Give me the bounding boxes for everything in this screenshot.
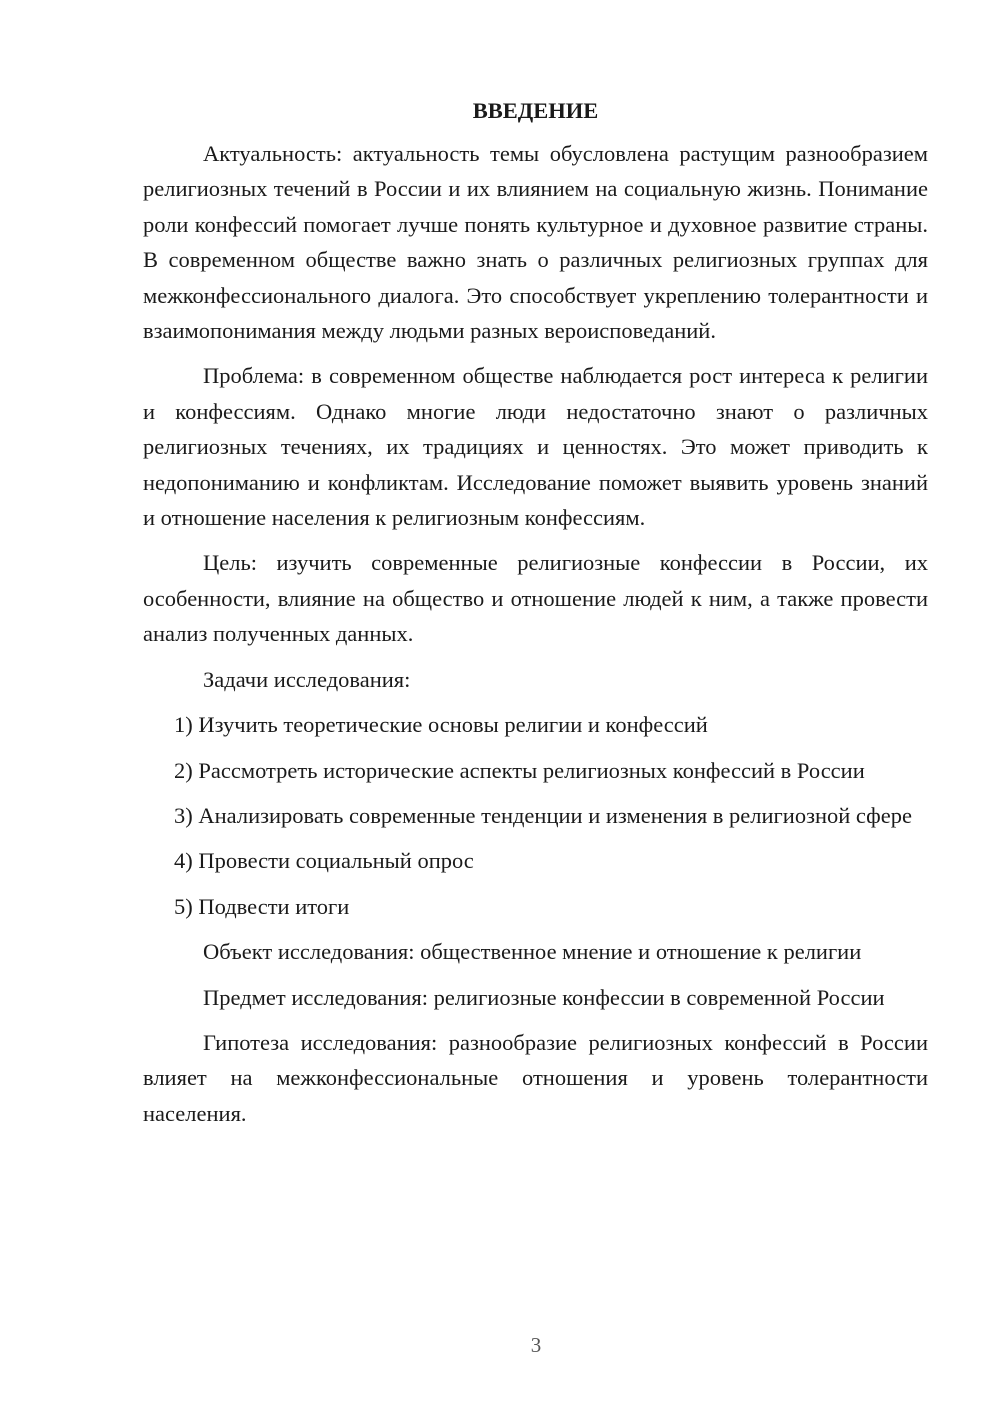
task-item-3: 3) Анализировать современные тенденции и изменения в религиозной сфере (174, 802, 912, 828)
task-item-4: 4) Провести социальный опрос (174, 848, 474, 874)
page-number: 3 (530, 1333, 542, 1357)
page-title: ВВЕДЕНИЕ (472, 98, 599, 123)
task-item-5: 5) Подвести итоги (174, 893, 350, 919)
task-item-2: 2) Рассмотреть исторические аспекты религиозных конфессий в России (174, 757, 865, 783)
paragraph-goal: Цель: изучить современные религиозные конфессии в России, их особенности, влияние на общество и отношение людей к ним, а также провести анализ полученных данных. (143, 550, 928, 647)
tasks-heading: Задачи исследования: (203, 666, 411, 692)
paragraph-hypothesis: Гипотеза исследования: разнообразие религиозных конфессий в России влияет на межконфессиональные отношения и уровень толерантности населения. (143, 1029, 928, 1126)
document-page (143, 96, 928, 1141)
paragraph-problem: Проблема: в современном обществе наблюдается рост интереса к религии и конфессиям. Однако многие люди недостаточно знают о различных религиозных течениях, их традициях и ценностях. Это может приводить к недопониманию и конфликтам. Исследование поможет выявить уровень знаний и отношение населения к религиозным конфессиям. (143, 363, 928, 531)
paragraph-relevance: Актуальность: актуальность темы обусловлена растущим разнообразием религиозных течений в России и их влиянием на социальную жизнь. Понимание роли конфессий помогает лучше понять культурное и духовное развитие страны. В современном обществе важно знать о различных религиозных группах для межконфессионального диалога. Это способствует укреплению толерантности и взаимопонимания между людьми разных вероисповеданий. (143, 141, 928, 344)
paragraph-object: Объект исследования: общественное мнение и отношение к религии (203, 939, 862, 965)
task-item-1: 1) Изучить теоретические основы религии и конфессий (174, 712, 708, 738)
paragraph-subject: Предмет исследования: религиозные конфессии в современной России (203, 984, 885, 1010)
